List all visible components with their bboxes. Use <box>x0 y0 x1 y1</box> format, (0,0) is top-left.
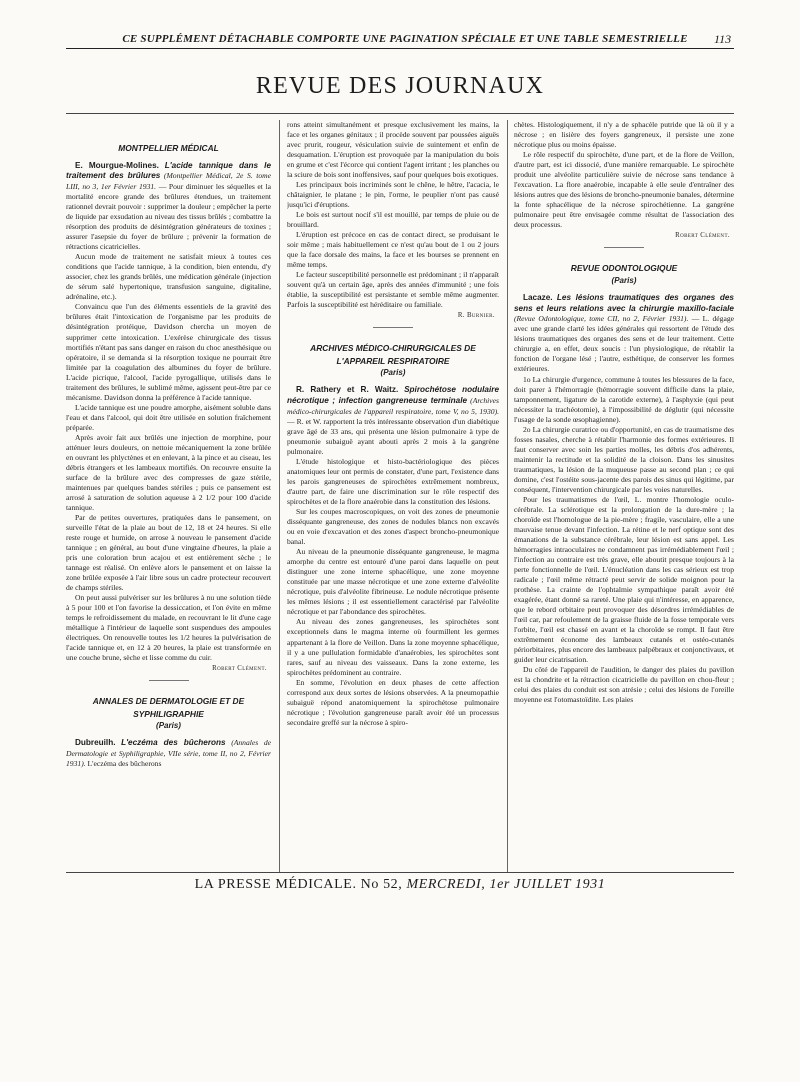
article-author: E. Mourgue-Molines. <box>75 160 159 170</box>
article-text: L'eczéma des bûcherons <box>87 759 162 769</box>
column-divider <box>507 120 508 872</box>
article-paragraph: Le bois est surtout nocif s'il est mouillé, par temps de pluie ou de brouillard. <box>287 210 499 230</box>
footer-rule <box>66 872 734 873</box>
masthead-title: REVUE DES JOURNAUX <box>255 73 545 99</box>
article-title: Les lésions traumatiques des organes des sens et leurs relations avec la chirurgie maxillo-faciale <box>514 292 734 313</box>
article-source: (Montpellier Médical, 2e S. tome LIII, no 3, 1er Février 1931. <box>66 171 271 192</box>
section-title: ARCHIVES MÉDICO-CHIRURGICALES DE L'APPAREIL RESPIRATOIRE <box>310 343 476 366</box>
article-header <box>66 738 271 769</box>
article-signature: Robert Clément. <box>212 665 267 673</box>
article-paragraph: Par de petites ouvertures, pratiquées dans le pansement, on surveille l'état de la plaie au bout de 12, 18 et 24 heures. Si elle reste rouge et humide, on arrose à nouveau le pansement d'acide tannique ; en général, au bout d'une vingtaine d'heures, la plaie a pris une coloration brun acajou et est entièrement sèche ; le tannage est réalisé. On enlève alors le pansement et on laisse la zone brûlée exposée à l'air libre sous un cadre protecteur recouvert de champs stériles. <box>66 512 271 592</box>
column-left <box>66 120 271 872</box>
article-header <box>514 293 734 375</box>
article-source: (Annales de Dermatologie et Syphiligraphie, VIIe série, tome II, no 2, Février 1931). <box>66 738 271 769</box>
article-paragraph: 1o La chirurgie d'urgence, commune à toutes les blessures de la face, doit parer à l'hémorragie (hémorragie souvent difficile dans la plaie, tamponnement, ligature de la carotide externe), à l'asphyxie (qui peut nécessiter la trachéotomie), à l'impossibilité de déglutir (qui nécessite l'usage de la sonde œsophagienne). <box>514 374 734 424</box>
article-paragraph: L'étude histologique et histo-bactériologique des pièces anatomiques leur ont permis de constater, d'une part, l'existence dans les parois gangreneuses de spirochètes extrêmement nombreux, d'autre part, de faire une discrimination sur le rôle respectif des spirochètes et de la flore anaérobie dans la constitution des lésions. <box>287 457 499 507</box>
separator-rule <box>149 680 189 681</box>
masthead-rule <box>66 113 734 114</box>
separator-rule <box>373 327 413 328</box>
article-text: — Pour diminuer les séquelles et la mortalité encore grande des brûlures étendues, un traitement rationnel devrait pouvoir : supprimer la douleur ; empêcher la perte de liquide par exsudation au niveau des tissus brûlés ; combattre la résorption des produits de désintégration générateurs de toxines ; assurer l'asepsie du foyer de brûlure ; prévenir la formation de rétractions cicatricielles. <box>66 182 271 252</box>
article-paragraph: Du côté de l'appareil de l'audition, le danger des plaies du pavillon est la chondrite et la rétraction cicatricielle du pavillon en chou-fleur ; celui des plaies du conduit est son atrésie ; celui des lésions de l'oreille moyenne est l'otomastoïdite. Les plaies <box>514 664 734 704</box>
separator-rule <box>604 247 644 248</box>
footer-date: MERCREDI, 1er JUILLET 1931 <box>406 877 606 892</box>
article-paragraph: Convaincu que l'un des éléments essentiels de la gravité des brûlures était l'intoxication de l'organisme par les produits de désintégration protéique, Davidson chercha un moyen de supprimer cette intoxication. L'exérèse chirurgicale des tissus mortifiés n'étant pas sans danger en raison du choc anesthésique ou opératoire, il se demanda si la résorption toxique ne pourrait être limitée par la coagulation des albumines du foyer de brûlure. L'acide picrique, l'alcool, l'acide pyrogallique, utilisés dans le traitement des brûlures, le sublimé même, agissent peut-être par ce mécanisme. Davidson donna la préférence à l'acide tannique. <box>66 302 271 402</box>
article-text: — R. et W. rapportent la très intéressante observation d'un diabétique grave âgé de 33 ans, qui présenta une lésion pulmonaire à type de pneumonie subaiguë ayant abouti après 2 mois à la gangrène pulmonaire. <box>287 417 499 457</box>
article-paragraph: On peut aussi pulvériser sur les brûlures à nu une solution tiède à 5 pour 100 et l'on favorise la dessiccation, et l'on évite en même temps le refroidissement du malade, en recouvrant le lit d'une cage métallique à l'intérieur de laquelle sont suspendues des ampoules électriques. On renouvelle toutes les 1/2 heures la pulvérisation de l'acide tannique et, en 12 à 20 heures, la plaie est transformée en une couche brune, sèche et lisse comme du cuir. <box>66 592 271 662</box>
article-paragraph: rons atteint simultanément et presque exclusivement les mains, la face et les organes génitaux ; il procède souvent par poussées aiguës avec prurit, rougeur, vésiculation suivie de suintement et enfin de desquamation. L'éruption est provoquée par la manipulation du bois en grume et c'est l'écorce qui contient l'agent irritant ; les planches ou la sciure de bois sont inoffensives, sauf pour quelques bois exotiques. <box>287 120 499 180</box>
article-source: (Archives médico-chirurgicales de l'appareil respiratoire, tome V, no 5, 1930). <box>287 396 499 417</box>
section-title: REVUE ODONTOLOGIQUE <box>570 263 678 274</box>
article-paragraph: Au niveau des zones gangreneuses, les spirochètes sont exceptionnels dans le magma interne où fourmillent les germes appartenant à la flore de Veillon. Dans la zone moyenne sphacélique, il y a une pullulation formidable d'anaérobies, les spirochètes sont rares, sauf au niveau des vaisseaux. Dans la zone externe, les spirochètes prédominent au contraire. <box>287 617 499 677</box>
article-paragraph: Les principaux bois incriminés sont le chêne, le hêtre, l'acacia, le châtaignier, le platane ; le pin, l'orme, le peuplier n'ont pas causé jusqu'ici d'éruptions. <box>287 180 499 210</box>
footer-issue: No 52, <box>360 877 403 892</box>
section-heading <box>287 342 499 379</box>
header-rule <box>66 48 734 49</box>
article-header <box>66 161 271 253</box>
article-title: Spirochétose nodulaire nécrotique ; infection gangreneuse terminale <box>287 385 499 406</box>
article-title: L'acide tannique dans le traitement des brûlures <box>66 160 271 181</box>
article-paragraph: L'éruption est précoce en cas de contact direct, se produisant le soir même ; mais habituellement ce n'est qu'au bout de 1 ou 2 jours que la face dorsale des mains, la face et les bourses se prennent en même temps. <box>287 230 499 270</box>
article-paragraph: Pour les traumatismes de l'œil, L. montre l'homologie oculo-cérébrale. La sclérotique est la prolongation de la dure-mère ; la choroïde est l'homologue de la pie-mère ; fragile, vasculaire, elle a une mauvaise tenue devant l'infection. La rétine et le nerf optique sont des émanations de la substance cérébrale, leur lésion est sans appel. Les hémorragies intraoculaires ne condamnent pas irrémédiablement l'œil ; l'infection au contraire est très grave, elle aboutit presque toujours à la perte fonctionnelle de l'œil. L'énucléation dans les cas sérieux est trop radicale ; l'œil même rétracté peut servir de solide moignon pour la prothèse. La crainte de l'ophtalmie sympathique paraît avoir été exagérée, étant donné sa rareté. Une plaie qui n'intéresse, en apparence, que le rebord orbitaire peut provoquer des désordres irrémédiables de l'œil car, par refoulement de la graisse fluide de la fosse temporale vers l'orbite, l'œil est chassé en avant et la choroïde se rompt. Il faut être extrêmement économe des lambeaux cutanés et ostéo-cutanés périorbitaires, plus encore des lambeaux palpébraux et conjonctivaux, et guider leur cicatrisation. <box>514 494 734 664</box>
article-paragraph: Sur les coupes macroscopiques, on voit des zones de pneumonie disséquante gangreneuse, des zones de nodules blancs non excavés ou en voie d'excavation et des zones d'aspect broncho-pneumonique banal. <box>287 507 499 547</box>
header-banner: CE SUPPLÉMENT DÉTACHABLE COMPORTE UNE PAGINATION SPÉCIALE ET UNE TABLE SEMESTRIELLE <box>122 33 688 45</box>
article-paragraph: Aucun mode de traitement ne satisfait mieux à toutes ces conditions que l'acide tannique, à la condition, bien entendu, d'y associer, chez les grands brûlés, une médication générale (injection de sérum salé hypertonique, transfusion sanguine, digitaline, adrénaline, etc.). <box>66 252 271 302</box>
page-number: 113 <box>714 32 732 46</box>
article-title: L'eczéma des bûcherons <box>121 738 226 748</box>
footer-journal: LA PRESSE MÉDICALE. <box>194 877 357 892</box>
article-author: Lacaze. <box>523 292 553 302</box>
article-paragraph: chètes. Histologiquement, il n'y a de sphacèle putride que là où il y a nécrose ; en lisière des foyers gangreneux, il persiste une zone nécrotique plus ou moins épaisse. <box>514 120 734 150</box>
section-city: (Paris) <box>156 721 181 731</box>
section-city: (Paris) <box>380 368 406 378</box>
article-signature: R. Burnier. <box>457 312 495 320</box>
footer <box>66 877 734 893</box>
column-divider <box>279 120 280 872</box>
column-right <box>514 120 734 872</box>
article-paragraph: 2o La chirurgie curatrice ou d'opportunité, en cas de traumatisme des fosses nasales, cherche à rétablir l'harmonie des formes extérieures. Il faut conserver avec soin les parties molles, les débris d'os adhérents, maintenir la rectitude et la solidité de la cloison. Dans les sinusites traumatiques, la lésion de la muqueuse passe au second plan ; ce qui domine, c'est l'ostéite sous-jacente des parois des sinus qui légitime, par conséquent, l'intervention chirurgicale par les voies naturelles. <box>514 424 734 494</box>
section-title: ANNALES DE DERMATOLOGIE ET DE SYPHILIGRAPHIE <box>92 695 245 719</box>
section-heading <box>66 695 271 732</box>
article-paragraph: Au niveau de la pneumonie disséquante gangreneuse, le magma amorphe du centre est entouré d'une paroi dans laquelle on peut distinguer une zone interne sphacélique, une zone moyenne constituée par une masse nécrotique et une zone externe d'alvéolite nécrotique, puis d'alvéolite fibrineuse. Le nodule nécrotique présente les mêmes lésions ; il est essentiellement caractérisé par l'alvéolite nécrotique et par l'abondance des spirochètes. <box>287 547 499 617</box>
article-paragraph: Le facteur susceptibilité personnelle est prédominant ; il n'apparaît souvent qu'à un certain âge, après des années d'immunité ; une fois établie, la susceptibilité est persistante et semble même augmenter. Parfois la susceptibilité est héréditaire ou familiale. <box>287 270 499 310</box>
article-paragraph: Le rôle respectif du spirochète, d'une part, et de la flore de Veillon, d'autre part, est ici dissocié, d'une manière remarquable. Le spirochète produit une alvéolite particulière suivie de nécrose sans tendance à l'excavation. La flore anaérobie, incapable à elle seule d'entraîner des lésions autres que des lésions de broncho-pneumonie banales, détermine la fonte sphacélique de la nécrose spirochétienne. La gangrène pulmonaire peut être envisagée comme résultat de l'association des deux processus. <box>514 150 734 230</box>
section-heading <box>514 262 734 287</box>
article-paragraph: L'acide tannique est une poudre amorphe, aisément soluble dans l'eau et dans l'alcool, qui doit être utilisée en solution fraîchement préparée. <box>66 402 271 432</box>
section-heading: MONTPELLIER MÉDICAL <box>118 143 219 153</box>
section-city: (Paris) <box>611 275 637 285</box>
article-signature: Robert Clément. <box>675 232 730 240</box>
article-source: (Revue Odontologique, tome CII, no 2, Février 1931). <box>514 314 689 324</box>
article-author: Dubreuilh. <box>75 738 116 748</box>
article-text: — L. dégage avec une grande clarté les idées générales qui ressortent de l'étude des lésions traumatiques des organes des sens et de leur traitement. Cette chirurgie a, en effet, deux soucis : l'un physiologique, de rétablir la fonction de l'organe lésé ; l'autre, esthétique, de conserver les formes extérieures. <box>514 314 734 374</box>
column-middle <box>287 120 499 872</box>
article-author: R. Rathery et R. Waitz. <box>296 385 399 395</box>
article-header <box>287 385 499 457</box>
article-paragraph: Après avoir fait aux brûlés une injection de morphine, pour atténuer leurs douleurs, on nettoie mécaniquement la zone brûlée en ouvrant les phlyctènes et en enlevant, à la pince et au ciseau, les débris étrangers et les lambeaux mortifiés. On recouvre ensuite la surface de la brûlure avec des compresses de gaze stérile, maintenues par quelques bandes stériles ; puis ce pansement est arrosé à saturation de solution aqueuse à 2 1/2 pour 100 d'acide tannique. <box>66 432 271 512</box>
article-paragraph: En somme, l'évolution en deux phases de cette affection correspond aux deux sortes de lésions observées. A la pneumopathie subaiguë répond anatomiquement la spirochétose pulmonaire nécrotique ; l'évolution gangreneuse paraît avoir été un processus secondaire greffé sur la nécrose à spiro- <box>287 677 499 727</box>
